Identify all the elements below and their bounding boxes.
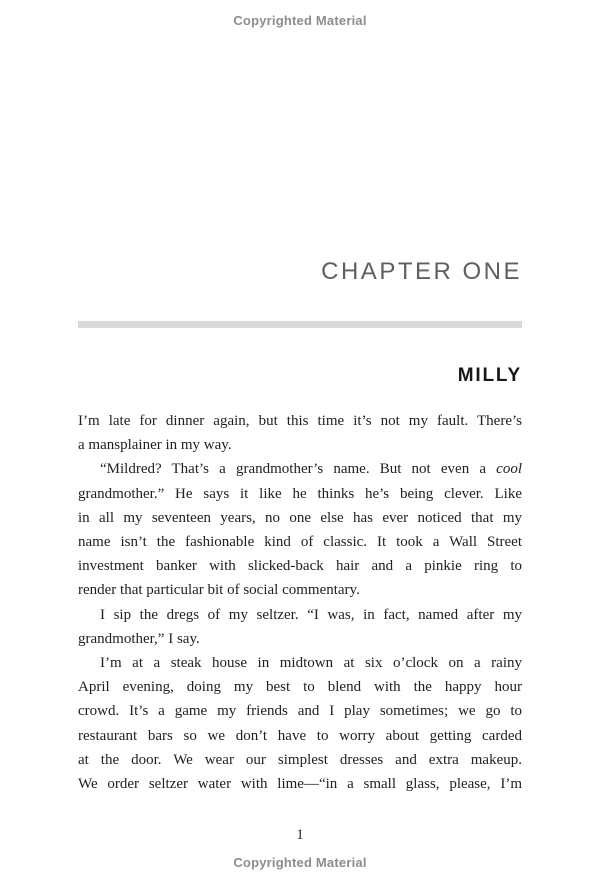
copyright-notice-top: Copyrighted Material xyxy=(233,13,367,28)
paragraph xyxy=(78,409,522,457)
text-line: render that particular bit of social commentary. xyxy=(78,582,360,599)
text-line: I’m late for dinner again, but this time it’s not my fault. There’s xyxy=(78,413,522,429)
text-line: April evening, doing my best to blend with the happy hour xyxy=(78,679,522,696)
text-line: name isn’t the fashionable kind of classic. It took a Wall Street xyxy=(78,534,522,551)
text-line: grandmother.” He says it like he thinks he’s being clever. Like xyxy=(78,485,522,502)
section-title: MILLY xyxy=(457,365,522,386)
text-line: restaurant bars so we don’t have to worry about getting carded xyxy=(78,727,522,744)
text-line: grandmother,” I say. xyxy=(78,630,200,647)
copyright-notice-bottom: Copyrighted Material xyxy=(233,855,367,870)
text-line: “Mildred? That’s a grandmother’s name. But not even a cool xyxy=(100,461,522,478)
text-line: I’m at a steak house in midtown at six o’clock on a rainy xyxy=(100,655,522,672)
text-line: investment banker with slicked-back hair and a pinkie ring to xyxy=(78,558,522,575)
text-line: I sip the dregs of my seltzer. “I was, in fact, named after my xyxy=(100,606,522,623)
text-line: a mansplainer in my way. xyxy=(78,437,232,454)
section-divider-rule xyxy=(78,321,522,328)
text-line: crowd. It’s a game my friends and I play sometimes; we go to xyxy=(78,703,522,720)
paragraph xyxy=(78,603,522,651)
paragraph xyxy=(78,651,522,796)
text-line: in all my seventeen years, no one else has ever noticed that my xyxy=(78,509,522,526)
text-line: at the door. We wear our simplest dresses and extra makeup. xyxy=(78,751,522,768)
paragraph xyxy=(78,457,522,602)
text-line: We order seltzer water with lime—“in a small glass, please, I’m xyxy=(78,776,522,793)
chapter-title: CHAPTER ONE xyxy=(321,258,522,285)
body-text xyxy=(78,409,522,796)
page-number: 1 xyxy=(296,827,304,843)
